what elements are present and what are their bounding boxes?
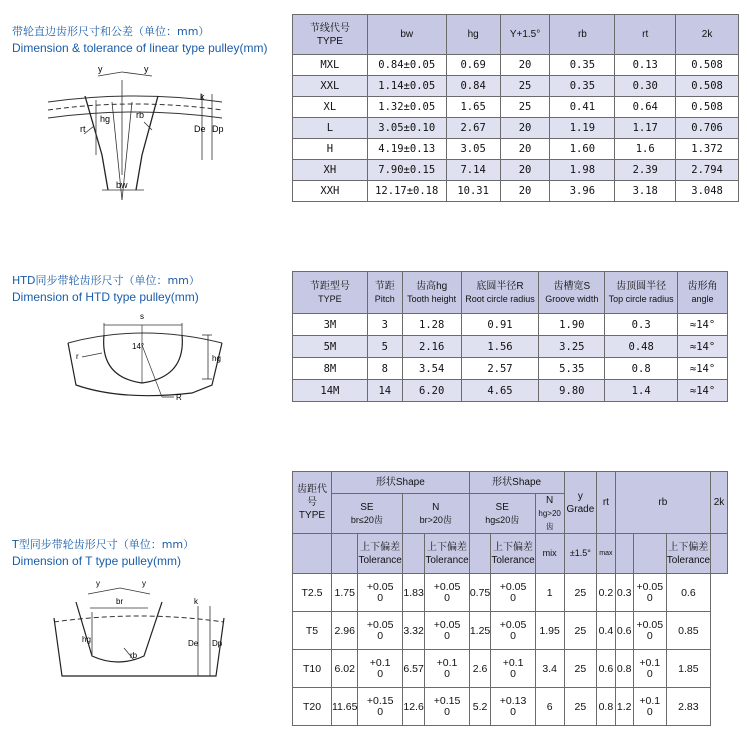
linear-header-type-label: 节线代号 TYPE (309, 22, 350, 47)
t-cell: 1.95 (535, 612, 564, 650)
htd-cell: 14M (293, 380, 368, 402)
linear-cell: 1.372 (676, 139, 739, 160)
t-cell: 1.75 (331, 574, 358, 612)
htd-cell: 0.91 (461, 314, 539, 336)
t-header-se1-label: SE (360, 501, 374, 513)
t-cell (358, 650, 402, 688)
t-sub-tol-3-cn: 上下偏差 (493, 541, 534, 553)
linear-cell: XXL (293, 76, 368, 97)
linear-header-rb: rb (550, 15, 615, 55)
linear-cell: 1.60 (550, 139, 615, 160)
htd-cell: 1.90 (539, 314, 605, 336)
htd-header-en: Groove width (545, 293, 599, 304)
t-tol-upper: +0.05 (636, 618, 664, 631)
t-header-y-label: y (577, 490, 583, 502)
t-cell: 0.3 (615, 574, 633, 612)
linear-cell: 0.508 (676, 55, 739, 76)
t-cell (491, 650, 535, 688)
htd-header-row (293, 272, 728, 314)
t-header-se2-label: SE (495, 501, 509, 513)
linear-cell: 0.30 (615, 76, 676, 97)
t-label-de: De (188, 639, 199, 648)
label-dp: Dp (212, 124, 224, 134)
t-cell (633, 612, 666, 650)
linear-cell: 20 (500, 160, 550, 181)
t-header-n2-sub: hg>20齿 (538, 509, 561, 531)
linear-title (12, 24, 267, 56)
htd-header-cn: 节距型号 (309, 280, 350, 292)
t-cell (425, 650, 469, 688)
htd-cell: 0.8 (605, 358, 678, 380)
htd-label-s: s (140, 312, 144, 321)
htd-cell: 2.57 (461, 358, 539, 380)
htd-cell: ≈14° (678, 380, 728, 402)
htd-cell: 0.3 (605, 314, 678, 336)
t-sub-tol-2 (425, 534, 469, 574)
linear-cell: 0.13 (615, 55, 676, 76)
t-cell: 25 (564, 650, 597, 688)
htd-header-en: TYPE (318, 293, 342, 304)
t-label-hg: hg (82, 635, 91, 644)
t-tol-lower: 0 (377, 591, 384, 604)
htd-header-cell (367, 272, 402, 314)
t-tol-lower: 0 (444, 667, 450, 680)
linear-cell: MXL (293, 55, 368, 76)
linear-tooth-diagram (40, 60, 230, 210)
linear-cell: 3.05±0.10 (367, 118, 446, 139)
t-tol-upper: +0.1 (369, 656, 391, 669)
t-title (12, 537, 194, 569)
t-sub-blank-5 (615, 534, 633, 574)
htd-header-cn: 齿顶圆半径 (616, 280, 667, 292)
linear-table (292, 14, 739, 202)
t-tol-lower: 0 (444, 629, 450, 642)
htd-label-hg: hg (212, 354, 221, 363)
htd-cell: 4.65 (461, 380, 539, 402)
label-rt: rt (80, 124, 86, 134)
htd-cell: 5 (367, 336, 402, 358)
t-cell: 25 (564, 574, 597, 612)
linear-cell: 0.84 (446, 76, 500, 97)
linear-cell: 0.706 (676, 118, 739, 139)
htd-header-cn: 底圆半径R (476, 280, 524, 292)
htd-header-cell (678, 272, 728, 314)
t-sub-tol-4-en: Tolerance (666, 554, 711, 566)
linear-header-row (293, 15, 739, 55)
linear-cell: 3.048 (676, 181, 739, 202)
t-tol-upper: +0.05 (499, 580, 527, 593)
t-sub-tol-1-cn: 上下偏差 (360, 541, 401, 553)
htd-title-cn: HTD同步带轮齿形尺寸（单位：mm） (12, 274, 200, 287)
t-sub-tol-1-en: Tolerance (358, 554, 402, 566)
htd-cell: ≈14° (678, 358, 728, 380)
t-tol-upper: +0.1 (436, 656, 458, 669)
t-cell: 2.6 (469, 650, 491, 688)
htd-cell: 1.28 (402, 314, 461, 336)
t-cell (425, 612, 469, 650)
t-table (292, 471, 728, 726)
htd-label-r: r (76, 352, 79, 361)
t-cell (425, 688, 469, 726)
linear-cell: 1.19 (550, 118, 615, 139)
linear-cell: 1.32±0.05 (367, 97, 446, 118)
htd-header-cell (293, 272, 368, 314)
htd-header-cn: 齿槽宽S (553, 280, 591, 292)
t-header-y-grade: Grade (566, 503, 595, 515)
t-cell: T2.5 (293, 574, 332, 612)
t-title-cn: T型同步带轮齿形尺寸（单位：mm） (12, 538, 195, 551)
t-title-en: Dimension of T type pulley(mm) (12, 554, 181, 568)
t-cell (491, 688, 535, 726)
linear-cell: 1.17 (615, 118, 676, 139)
t-cell: 0.8 (615, 650, 633, 688)
t-tol-lower: 0 (377, 705, 384, 718)
htd-cell: 14 (367, 380, 402, 402)
t-label-dp: Dp (212, 639, 223, 648)
t-sub-blank-6 (633, 534, 666, 574)
t-table-row (293, 650, 728, 688)
htd-cell: 3.54 (402, 358, 461, 380)
t-tol-upper: +0.1 (639, 656, 661, 669)
t-header-se1-sub: br≤20齿 (350, 514, 383, 525)
linear-title-cn: 带轮直边齿形尺寸和公差（单位：mm） (12, 25, 210, 38)
t-sub-tol-2-en: Tolerance (425, 554, 469, 566)
t-label-rb: rb (130, 651, 138, 660)
t-tol-lower: 0 (646, 667, 653, 680)
linear-cell: 3.96 (550, 181, 615, 202)
t-header-n1-sub: br>20齿 (419, 514, 452, 525)
linear-cell: 0.508 (676, 76, 739, 97)
label-hg: hg (100, 114, 111, 124)
linear-cell: 3.18 (615, 181, 676, 202)
linear-cell: 2.67 (446, 118, 500, 139)
t-cell: 0.8 (597, 688, 615, 726)
t-table-row (293, 574, 728, 612)
label-y-left: y (98, 64, 103, 74)
htd-cell: 9.80 (539, 380, 605, 402)
t-cell: 6.57 (402, 650, 425, 688)
t-header-rt: rt (597, 472, 615, 534)
t-tol-upper: +0.05 (366, 580, 394, 593)
t-tol-upper: +0.05 (366, 618, 394, 631)
t-header-n2 (535, 494, 564, 534)
linear-cell: 7.14 (446, 160, 500, 181)
t-cell: 6 (535, 688, 564, 726)
t-table-row (293, 688, 728, 726)
label-bw: bw (116, 180, 128, 190)
t-tol-lower: 0 (646, 705, 653, 718)
linear-cell: 0.35 (550, 76, 615, 97)
t-sub-tol-4-cn: 上下偏差 (668, 541, 709, 553)
linear-table-row (293, 97, 739, 118)
t-sub-tol-3-en: Tolerance (491, 554, 535, 566)
htd-table-row (293, 380, 728, 402)
t-table-row (293, 612, 728, 650)
t-sub-blank-4 (469, 534, 491, 574)
t-tooth-diagram (48, 572, 228, 687)
linear-cell: 1.14±0.05 (367, 76, 446, 97)
t-cell: 5.2 (469, 688, 491, 726)
linear-cell: 0.64 (615, 97, 676, 118)
t-header-row-3 (293, 534, 728, 574)
t-tol-lower: 0 (646, 629, 653, 642)
htd-cell: 8M (293, 358, 368, 380)
linear-header-2k: 2k (676, 15, 739, 55)
linear-cell: 25 (500, 97, 550, 118)
htd-header-en: Tooth height (407, 293, 457, 304)
t-cell: 6.02 (331, 650, 358, 688)
htd-header-cell (461, 272, 539, 314)
t-tol-lower: 0 (444, 591, 450, 604)
t-header-n1 (402, 494, 469, 534)
htd-header-cell (402, 272, 461, 314)
htd-table (292, 271, 728, 402)
linear-cell: 10.31 (446, 181, 500, 202)
htd-table-row (293, 336, 728, 358)
t-header-se2-sub: hg≤20齿 (485, 514, 520, 525)
t-header-se1 (331, 494, 402, 534)
t-header-2k: 2k (711, 472, 728, 534)
htd-cell: ≈14° (678, 314, 728, 336)
linear-cell: 3.05 (446, 139, 500, 160)
t-sub-mix: mix (535, 534, 564, 574)
t-header-shape-2: 形状Shape (469, 472, 564, 494)
htd-header-cell (605, 272, 678, 314)
t-label-k: k (194, 597, 198, 606)
t-cell (358, 688, 402, 726)
htd-header-cn: 节距 (374, 280, 395, 292)
t-tol-upper: +0.05 (636, 580, 664, 593)
htd-cell: ≈14° (678, 336, 728, 358)
t-header-n2-label: N (546, 495, 554, 506)
t-cell: 1.2 (615, 688, 633, 726)
t-sub-blank-2 (331, 534, 358, 574)
linear-cell: 4.19±0.13 (367, 139, 446, 160)
t-tol-upper: +0.15 (366, 694, 394, 707)
linear-cell: 0.35 (550, 55, 615, 76)
linear-cell: 20 (500, 118, 550, 139)
t-cell: 1.85 (666, 650, 710, 688)
t-cell: 0.75 (469, 574, 491, 612)
htd-title (12, 273, 200, 305)
t-cell: 1.83 (402, 574, 425, 612)
t-cell: 12.6 (402, 688, 425, 726)
linear-cell: 20 (500, 181, 550, 202)
htd-label-R: R (176, 393, 182, 402)
t-tol-upper: +0.05 (433, 618, 461, 631)
t-cell: 2.83 (666, 688, 710, 726)
t-cell: T5 (293, 612, 332, 650)
t-cell: T20 (293, 688, 332, 726)
t-sub-tol-1 (358, 534, 402, 574)
htd-cell: 5.35 (539, 358, 605, 380)
t-cell: 1.25 (469, 612, 491, 650)
htd-header-cn: 齿形角 (687, 280, 718, 292)
linear-cell: 0.69 (446, 55, 500, 76)
htd-table-row (293, 314, 728, 336)
t-cell (491, 574, 535, 612)
htd-header-cell (539, 272, 605, 314)
t-label-br: br (116, 597, 124, 606)
t-cell: 25 (564, 688, 597, 726)
t-header-shape-1: 形状Shape (331, 472, 469, 494)
t-tol-lower: 0 (646, 591, 653, 604)
htd-cell: 2.16 (402, 336, 461, 358)
t-cell: 3.4 (535, 650, 564, 688)
t-header-y (564, 472, 597, 534)
linear-cell: 1.6 (615, 139, 676, 160)
t-tol-lower: 0 (377, 629, 384, 642)
linear-table-row (293, 118, 739, 139)
linear-cell: 0.84±0.05 (367, 55, 446, 76)
linear-header-type (293, 15, 368, 55)
t-cell: 2.96 (331, 612, 358, 650)
linear-cell: 2.39 (615, 160, 676, 181)
t-cell: 0.6 (597, 650, 615, 688)
linear-table-row (293, 55, 739, 76)
t-tol-lower: 0 (510, 667, 516, 680)
t-sub-blank-7 (711, 534, 728, 574)
linear-cell: 25 (500, 76, 550, 97)
t-header-type-en: TYPE (298, 510, 326, 521)
t-header-rb: rb (615, 472, 711, 534)
label-rb: rb (136, 110, 145, 120)
htd-cell: 6.20 (402, 380, 461, 402)
linear-table-row (293, 181, 739, 202)
t-tol-lower: 0 (444, 705, 450, 718)
t-sub-tol-2-cn: 上下偏差 (427, 541, 468, 553)
linear-cell: 20 (500, 55, 550, 76)
t-cell (358, 574, 402, 612)
t-sub-max: max (597, 534, 615, 574)
t-sub-blank-1 (293, 534, 332, 574)
htd-title-en: Dimension of HTD type pulley(mm) (12, 290, 199, 304)
t-tol-upper: +0.05 (499, 618, 527, 631)
linear-cell: 2.794 (676, 160, 739, 181)
linear-table-row (293, 76, 739, 97)
htd-cell: 3.25 (539, 336, 605, 358)
t-cell (425, 574, 469, 612)
htd-header-en: Root circle radius (465, 293, 535, 304)
htd-cell: 3 (367, 314, 402, 336)
linear-cell: L (293, 118, 368, 139)
htd-header-en: angle (691, 293, 714, 304)
t-sub-pm: ±1.5° (564, 534, 597, 574)
t-cell: 11.65 (331, 688, 358, 726)
t-tol-lower: 0 (510, 705, 516, 718)
t-cell: 0.4 (597, 612, 615, 650)
t-tol-upper: +0.1 (639, 694, 661, 707)
linear-cell: 0.41 (550, 97, 615, 118)
htd-header-en: Top circle radius (608, 293, 674, 304)
htd-cell: 3M (293, 314, 368, 336)
linear-cell: 1.65 (446, 97, 500, 118)
t-sub-tol-3 (491, 534, 535, 574)
t-cell (491, 612, 535, 650)
htd-header-en: Pitch (374, 293, 395, 304)
t-header-type (293, 472, 332, 534)
label-k: k (200, 92, 205, 102)
t-cell: 0.85 (666, 612, 710, 650)
htd-cell: 0.48 (605, 336, 678, 358)
htd-label-angle: 14° (132, 342, 145, 351)
t-header-type-cn: 齿距代号 (296, 484, 327, 508)
linear-table-row (293, 139, 739, 160)
t-label-y-right: y (142, 579, 146, 588)
linear-cell: 12.17±0.18 (367, 181, 446, 202)
linear-header-y: Y+1.5° (500, 15, 550, 55)
htd-cell: 1.56 (461, 336, 539, 358)
linear-cell: H (293, 139, 368, 160)
linear-cell: 0.508 (676, 97, 739, 118)
linear-title-en: Dimension & tolerance of linear type pulley(mm) (12, 41, 268, 55)
t-cell (633, 650, 666, 688)
htd-table-row (293, 358, 728, 380)
linear-header-rt: rt (615, 15, 676, 55)
t-header-row-1 (293, 472, 728, 494)
t-sub-tol-4 (666, 534, 710, 574)
linear-cell: 20 (500, 139, 550, 160)
htd-cell: 8 (367, 358, 402, 380)
t-cell: 0.6 (615, 612, 633, 650)
t-tol-upper: +0.15 (433, 694, 461, 707)
linear-table-row (293, 160, 739, 181)
t-cell: 25 (564, 612, 597, 650)
t-cell: T10 (293, 650, 332, 688)
linear-cell: XH (293, 160, 368, 181)
t-tol-upper: +0.1 (502, 656, 524, 669)
t-tol-lower: 0 (510, 629, 516, 642)
linear-header-bw: bw (367, 15, 446, 55)
t-cell (633, 574, 666, 612)
t-cell: 3.32 (402, 612, 425, 650)
t-tol-upper: +0.13 (499, 694, 527, 707)
t-cell (358, 612, 402, 650)
t-cell: 1 (535, 574, 564, 612)
linear-header-hg: hg (446, 15, 500, 55)
t-tol-lower: 0 (377, 667, 384, 680)
t-cell: 0.6 (666, 574, 710, 612)
htd-header-cn: 齿高hg (416, 280, 448, 292)
linear-cell: 1.98 (550, 160, 615, 181)
t-header-n1-label: N (432, 501, 440, 513)
t-sub-blank-3 (402, 534, 425, 574)
htd-cell: 5M (293, 336, 368, 358)
htd-cell: 1.4 (605, 380, 678, 402)
t-tol-upper: +0.05 (433, 580, 461, 593)
t-header-se2 (469, 494, 535, 534)
linear-cell: 7.90±0.15 (367, 160, 446, 181)
t-tol-lower: 0 (510, 591, 516, 604)
t-label-y-left: y (96, 579, 100, 588)
label-de: De (194, 124, 206, 134)
t-cell (633, 688, 666, 726)
label-y-right: y (144, 64, 149, 74)
linear-cell: XXH (293, 181, 368, 202)
t-cell: 0.2 (597, 574, 615, 612)
htd-tooth-diagram (62, 305, 227, 405)
linear-cell: XL (293, 97, 368, 118)
